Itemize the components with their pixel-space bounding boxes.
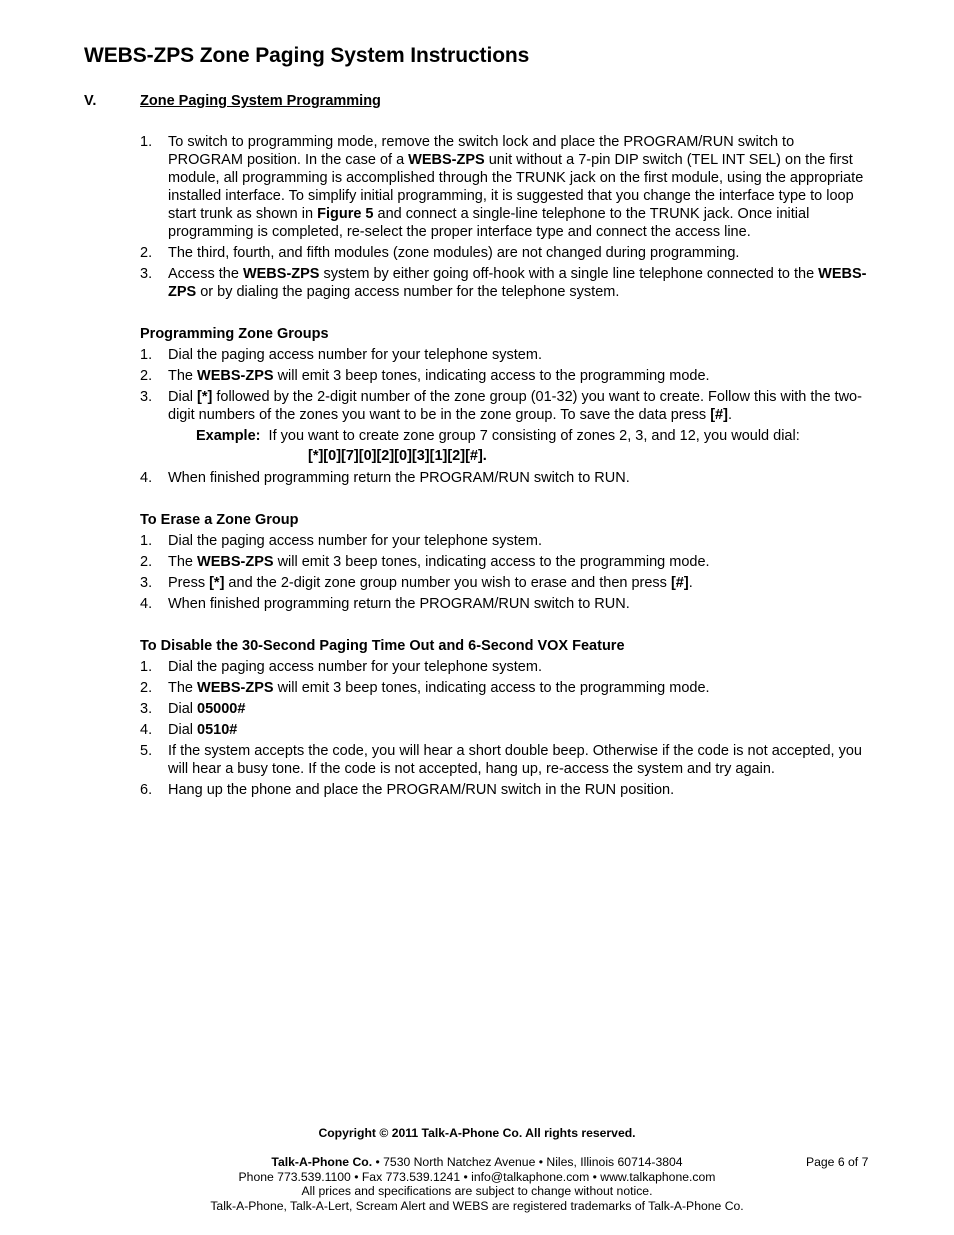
step-text: If the system accepts the code, you will hear a short double beep. Otherwise if the code is not accepted, you will hear a busy tone. If the code is not accepted, hang up, re-access the system and try again.: [168, 743, 862, 777]
step-text: 0510#: [197, 722, 238, 738]
footer-company: Talk-A-Phone Co.: [271, 1155, 373, 1169]
step-text: and connect a single-line telephone to the TRUNK jack. Once initial programming is completed, re-select the proper interface type and connect the access line.: [168, 206, 810, 240]
footer-contact: Phone 773.539.1100 • Fax 773.539.1241 • info@talkaphone.com • www.talkaphone.com: [238, 1169, 716, 1184]
page-number: Page 6 of 7: [806, 1155, 869, 1169]
step-number: 4.: [140, 722, 153, 738]
heading-programming-zone-groups: Programming Zone Groups: [140, 326, 329, 342]
step-text: WEBS-ZPS: [408, 152, 485, 168]
step-text: will emit 3 beep tones, indicating access to the programming mode.: [273, 368, 710, 384]
step-text: WEBS-ZPS: [242, 266, 320, 282]
heading-erase-zone-group: To Erase a Zone Group: [140, 512, 299, 528]
list-item: [140, 700, 872, 718]
step-text: will emit 3 beep tones, indicating access to the programming mode.: [273, 554, 710, 570]
step-text: The: [168, 680, 198, 696]
step-text: The: [168, 554, 198, 570]
step-number: 4.: [140, 470, 153, 486]
zone-group-steps-end: [140, 469, 872, 487]
step-number: 1.: [140, 533, 153, 549]
step-text: [*]: [197, 389, 213, 405]
step-text: Dial the paging access number for your telephone system.: [168, 533, 542, 549]
step-text: WEBS-ZPS: [197, 680, 274, 696]
step-text: 05000#: [197, 701, 246, 717]
list-item: [140, 658, 872, 676]
step-text: When finished programming return the PROGRAM/RUN switch to RUN.: [168, 470, 630, 486]
example-code: [*][0][7][0][2][0][3][1][2][#].: [308, 448, 487, 464]
step-text: followed by the 2-digit number of the zone group (01-32) you want to create. Follow this with the two-digit numbers of the zones you want to be in the zone group. To save the data press: [168, 389, 862, 423]
list-item: [140, 532, 872, 550]
step-text: WEBS-ZPS: [197, 368, 274, 384]
footer-trademarks: Talk-A-Phone, Talk-A-Lert, Scream Alert and WEBS are registered trademarks of Talk-A-Phone Co.: [210, 1198, 744, 1213]
step-number: 3.: [140, 701, 153, 717]
page-title: WEBS-ZPS Zone Paging System Instructions: [84, 44, 530, 67]
example-line: [140, 427, 872, 445]
step-text: WEBS-ZPS: [197, 554, 274, 570]
step-text: When finished programming return the PROGRAM/RUN switch to RUN.: [168, 596, 630, 612]
step-text: system by either going off-hook with a single line telephone connected to the: [319, 266, 819, 282]
step-text: The: [168, 368, 198, 384]
step-text: The third, fourth, and fifth modules (zone modules) are not changed during programming.: [168, 245, 740, 261]
list-item: [140, 133, 872, 241]
step-text: Dial: [168, 722, 198, 738]
step-number: 2.: [140, 680, 153, 696]
step-text: or by dialing the paging access number for the telephone system.: [196, 284, 620, 300]
step-text: To switch to programming mode, remove the switch lock and place the PROGRAM/RUN switch to PROGRAM position. In the case of a: [168, 134, 795, 168]
intro-steps: [140, 133, 872, 301]
footer-copyright: Copyright © 2011 Talk-A-Phone Co. All rights reserved.: [318, 1126, 636, 1140]
footer-notice: All prices and specifications are subject to change without notice.: [301, 1184, 653, 1198]
step-number: 1.: [140, 659, 153, 675]
section-title: Zone Paging System Programming: [140, 93, 381, 109]
step-number: 2.: [140, 368, 153, 384]
step-number: 1.: [140, 134, 153, 150]
step-text: [#]: [670, 575, 689, 591]
example-text: If you want to create zone group 7 consisting of zones 2, 3, and 12, you would dial:: [260, 428, 800, 444]
list-item: [140, 721, 872, 739]
list-item: [140, 265, 872, 301]
list-item: [140, 346, 872, 364]
step-text: Press: [168, 575, 210, 591]
example-label: Example:: [196, 428, 261, 444]
step-number: 2.: [140, 245, 153, 261]
disable-steps: [140, 658, 872, 799]
step-text: [*]: [209, 575, 225, 591]
zone-group-steps: [140, 346, 872, 424]
step-text: Figure 5: [317, 206, 374, 222]
document-body: [140, 133, 872, 802]
step-text: Access the: [168, 266, 243, 282]
step-number: 3.: [140, 575, 153, 591]
footer-address: • 7530 North Natchez Avenue • Niles, Illinois 60714-3804: [372, 1155, 683, 1169]
list-item: [140, 469, 872, 487]
step-text: Hang up the phone and place the PROGRAM/RUN switch in the RUN position.: [168, 782, 675, 798]
step-text: Dial the paging access number for your telephone system.: [168, 659, 542, 675]
list-item: [140, 244, 872, 262]
step-text: and the 2-digit zone group number you wish to erase and then press: [224, 575, 671, 591]
step-text: [#]: [710, 407, 728, 423]
step-text: .: [688, 575, 693, 591]
list-item: [140, 595, 872, 613]
list-item: [140, 679, 872, 697]
erase-steps: [140, 532, 872, 613]
list-item: [140, 742, 872, 778]
step-text: Dial: [168, 389, 198, 405]
step-text: will emit 3 beep tones, indicating access to the programming mode.: [273, 680, 710, 696]
step-text: .: [727, 407, 732, 423]
step-text: Dial the paging access number for your telephone system.: [168, 347, 542, 363]
step-text: WEBS-ZPS: [168, 266, 867, 300]
heading-disable-timeout: To Disable the 30-Second Paging Time Out and 6-Second VOX Feature: [140, 638, 625, 654]
list-item: [140, 553, 872, 571]
list-item: [140, 781, 872, 799]
section-number: V.: [84, 93, 97, 109]
step-number: 6.: [140, 782, 153, 798]
step-number: 3.: [140, 389, 153, 405]
step-text: unit without a 7-pin DIP switch (TEL INT SEL) on the first module, all programming is accomplished through the TRUNK jack on the first module, using the appropriate installed interface. To simplify initial programming, it is suggested that you change the interface type to loop start trunk as shown in: [168, 152, 864, 222]
list-item: [140, 367, 872, 385]
step-number: 3.: [140, 266, 153, 282]
step-number: 2.: [140, 554, 153, 570]
step-number: 5.: [140, 743, 153, 759]
step-text: Dial: [168, 701, 198, 717]
step-number: 4.: [140, 596, 153, 612]
step-number: 1.: [140, 347, 153, 363]
list-item: [140, 388, 872, 424]
list-item: [140, 574, 872, 592]
